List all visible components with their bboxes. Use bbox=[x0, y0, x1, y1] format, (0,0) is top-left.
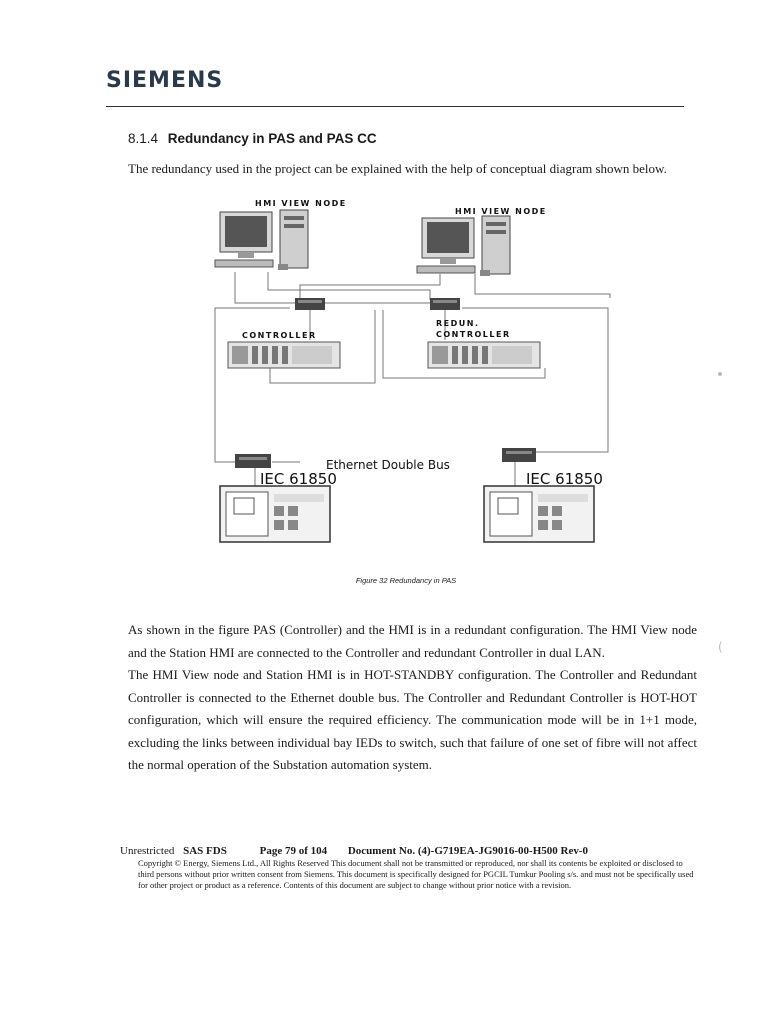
footer-document-number: Document No. (4)-G719EA-JG9016-00-H500 Rev-0 bbox=[347, 845, 588, 857]
iec-right-label: IEC 61850 bbox=[526, 470, 603, 488]
ied-device-right-icon bbox=[484, 486, 594, 542]
lan-line bbox=[235, 272, 295, 303]
header-divider bbox=[106, 106, 684, 107]
network-switch-right-icon bbox=[430, 298, 460, 310]
body-paragraph-1: As shown in the figure PAS (Controller) and the HMI is in a redundant configuration. The HMI View node and the Station HMI are connected to the Controller and redundant Controller in dual LAN. bbox=[128, 622, 697, 660]
controller-label: CONTROLLER bbox=[242, 331, 317, 340]
footer-line bbox=[120, 845, 700, 857]
body-paragraph-2: The HMI View node and Station HMI is in HOT-STANDBY configuration. The Controller and Redundant Controller is connected to the Ethernet double bus. The Controller and Redundant Controller is HOT-HOT configuration, which will ensure the required efficiency. The communication mode will be in 1+1 mode, excluding the links between individual bay IEDs to switch, such that failure of one set of fibre will not affect the normal operation of the Substation automation system. bbox=[128, 667, 697, 772]
section-title: Redundancy in PAS and PAS CC bbox=[167, 131, 377, 146]
figure-caption-text: Figure 32 Redundancy in PAS bbox=[355, 576, 457, 585]
redun-label-line1: REDUN. bbox=[436, 319, 480, 328]
hmi-computer-right-icon bbox=[417, 216, 510, 276]
siemens-logo: SIEMENS bbox=[106, 68, 224, 93]
iec-left-label: IEC 61850 bbox=[260, 470, 337, 488]
network-switch-left-icon bbox=[295, 298, 325, 310]
footer-doc-type: SAS FDS bbox=[183, 845, 227, 857]
ethernet-bus-label: Ethernet Double Bus bbox=[326, 458, 450, 472]
redundancy-diagram bbox=[200, 190, 630, 560]
redundant-controller-rack-icon bbox=[428, 342, 540, 368]
redundancy-diagram-svg bbox=[200, 190, 630, 560]
body-text bbox=[128, 619, 697, 777]
footer-classification: Unrestricted bbox=[120, 845, 175, 857]
scan-mark bbox=[718, 372, 722, 376]
lan-line bbox=[475, 274, 610, 298]
section-heading bbox=[128, 131, 377, 146]
intro-text: The redundancy used in the project can be explained with the help of conceptual diagram shown below. bbox=[128, 161, 667, 176]
lan-line bbox=[268, 272, 430, 300]
footer-copyright: Copyright © Energy, Siemens Ltd., All Rights Reserved This document shall not be transmitted or reproduced, nor shall its contents be exploited or disclosed to third persons without prior written consent from Siemens. This document is specifically designed for PGCIL Tumkur Pooling s/s. and must not be specifically used for other project or product as a reference. Contents of this document are subject to change without prior notice with a revision. bbox=[138, 858, 694, 890]
section-number: 8.1.4 bbox=[128, 131, 159, 146]
lan-line bbox=[300, 274, 440, 298]
scan-mark: ( bbox=[718, 640, 723, 654]
hmi-computer-left-icon bbox=[215, 210, 308, 270]
redun-label-line2: CONTROLLER bbox=[436, 330, 511, 339]
hmi-right-label: HMI VIEW NODE bbox=[455, 207, 547, 216]
bus-switch-left-icon bbox=[235, 454, 271, 468]
bus-switch-right-icon bbox=[502, 448, 536, 462]
hmi-left-label: HMI VIEW NODE bbox=[255, 199, 347, 208]
ied-device-left-icon bbox=[220, 486, 330, 542]
controller-rack-icon bbox=[228, 342, 340, 368]
footer-page-number: Page 79 of 104 bbox=[259, 845, 328, 857]
figure-caption bbox=[0, 576, 768, 585]
